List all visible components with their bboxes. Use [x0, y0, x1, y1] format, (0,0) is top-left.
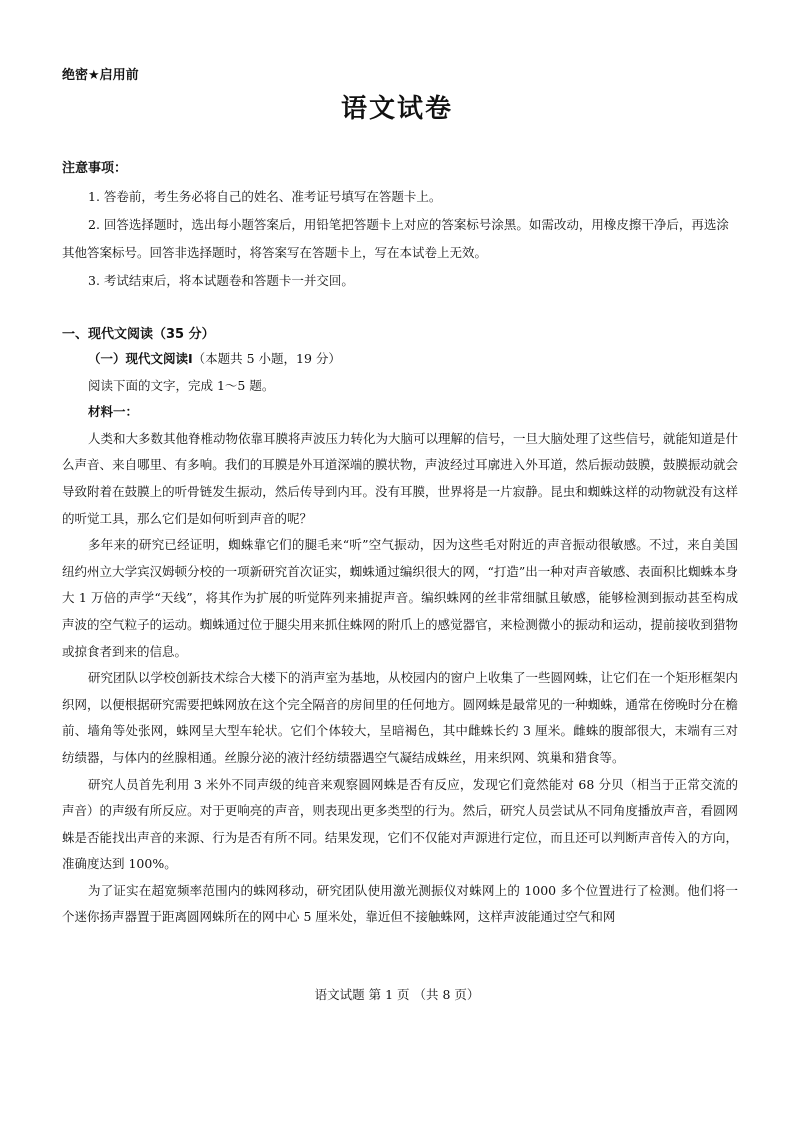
body-paragraph: 研究团队以学校创新技术综合大楼下的消声室为基地，从校园内的窗户上收集了一些圆网蛛，让它们在一个矩形框架内织网，以便根据研究需要把蛛网放在这个完全隔音的房间里的任何地方。圆网蛛是最常见的一种蜘蛛，通常在傍晚时分在檐前、墙角等处张网，蛛网呈大型车轮状。它们个体较大，呈暗褐色，其中雌蛛长约 3 厘米。雌蛛的腹部很大，末端有三对纺绩器，与体内的丝腺相通。丝腺分泌的液汁经纺绩器遇空气凝结成蛛丝，用来织网、筑巢和猎食等。 — [62, 670, 739, 765]
notice-heading: 注意事项： — [62, 161, 128, 176]
body-paragraph: 人类和大多数其他脊椎动物依靠耳膜将声波压力转化为大脑可以理解的信号，一旦大脑处理了这些信号，就能知道是什么声音、来自哪里、有多响。我们的耳膜是外耳道深端的膜状物，声波经过耳廓进入外耳道，然后振动鼓膜，鼓膜振动就会导致附着在鼓膜上的听骨链发生振动，然后传导到内耳。没有耳膜，世界将是一片寂静。昆虫和蜘蛛这样的动物就没有这样的听觉工具，那么它们是如何听到声音的呢？ — [62, 430, 739, 526]
notice-list — [62, 183, 738, 295]
page-footer: 语文试题 第 1 页 （共 8 页） — [314, 987, 480, 1002]
material-label: 材料一： — [88, 404, 139, 420]
confidential-label: 绝密★启用前 — [62, 68, 139, 83]
sub-section-note: （本题共 5 小题，19 分） — [192, 351, 341, 366]
body-paragraph: 为了证实在超宽频率范围内的蛛网移动，研究团队使用激光测振仪对蛛网上的 1000 多个位置进行了检测。他们将一个迷你扬声器置于距离圆网蛛所在的网中心 5 厘米处，靠近但不接触蛛网，这样声波能通过空气和网 — [62, 882, 738, 925]
reading-body — [62, 346, 738, 931]
sub-section-heading — [62, 346, 738, 373]
notice-item: 2. 回答选择题时，选出每小题答案后，用铅笔把答题卡上对应的答案标号涂黑。如需改动，用橡皮擦干净后，再选涂其他答案标号。回答非选择题时，将答案写在答题卡上，写在本试卷上无效。 — [62, 217, 729, 260]
instruction-text: 阅读下面的文字，完成 1～5 题。 — [88, 377, 275, 393]
sub-section-title: （一）现代文阅读Ⅰ — [88, 351, 193, 366]
body-paragraph: 多年来的研究已经证明，蜘蛛靠它们的腿毛来“听”空气振动，因为这些毛对附近的声音振动很敏感。不过，来自美国纽约州立大学宾汉姆顿分校的一项新研究首次证实，蜘蛛通过编织很大的网，“打造”出一种对声音敏感、表面积比蜘蛛本身大 1 万倍的声学“天线”，将其作为扩展的听觉阵列来捕捉声音。编织蛛网的丝非常细腻且敏感，能够检测到振动甚至构成声波的空气粒子的运动。蜘蛛通过位于腿尖用来抓住蛛网的附爪上的感觉器官，来检测微小的振动和运动，提前接收到猎物或掠食者到来的信息。 — [62, 537, 738, 659]
page-title: 语文试卷 — [340, 94, 453, 124]
notice-item: 3. 考试结束后，将本试题卷和答题卡一并交回。 — [88, 273, 354, 288]
body-paragraph: 研究人员首先利用 3 米外不同声级的纯音来观察圆网蛛是否有反应，发现它们竟然能对 68 分贝（相当于正常交流的声音）的声级有所反应。对于更响亮的声音，则表现出更多类型的行为。然后，研究人员尝试从不同角度播放声音，看圆网蛛是否能找出声音的来源、行为是否有所不同。结果发现，它们不仅能对声源进行定位，而且还可以判断声音传入的方向，准确度达到 100%。 — [62, 776, 738, 872]
notice-item: 1. 答卷前，考生务必将自己的姓名、准考证号填写在答题卡上。 — [88, 189, 442, 204]
section-heading: 一、现代文阅读（35 分） — [62, 327, 215, 342]
